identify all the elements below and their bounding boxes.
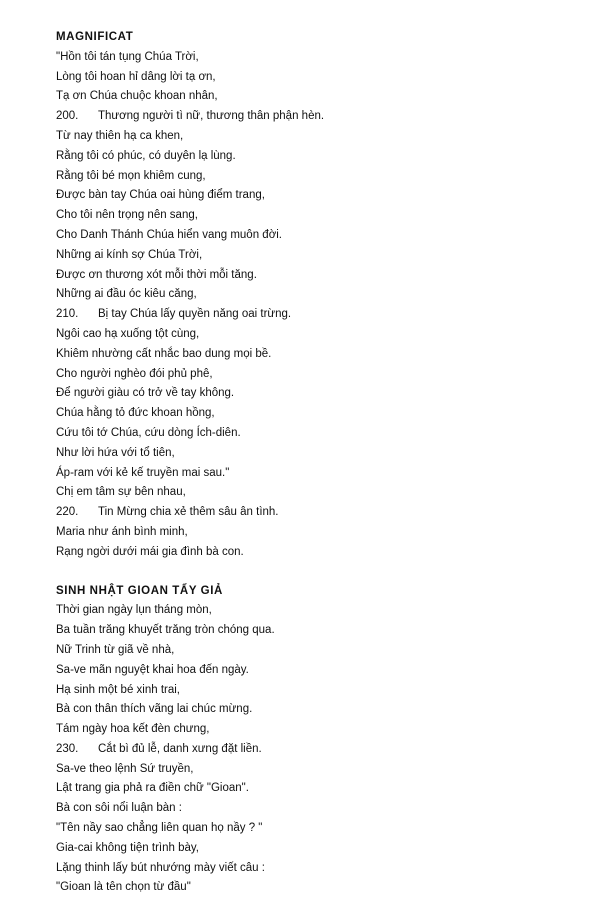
verse-text: Thương người tì nữ, thương thân phận hèn. bbox=[98, 110, 325, 123]
verse-line bbox=[56, 325, 576, 345]
verse-text: "Hồn tôi tán tụng Chúa Trời, bbox=[56, 50, 199, 63]
verse-text: Bị tay Chúa lấy quyền năng oai trừng. bbox=[98, 308, 292, 321]
verse-text: Khiêm nhường cất nhắc bao dung mọi bề. bbox=[56, 347, 272, 360]
verse-line bbox=[56, 464, 576, 484]
verse-line bbox=[56, 641, 576, 661]
verse-text: Lật trang gia phả ra điền chữ "Gioan". bbox=[56, 782, 249, 795]
verse-line bbox=[56, 107, 576, 127]
verse-line bbox=[56, 305, 576, 325]
verse-text: Maria như ánh bình minh, bbox=[56, 525, 188, 538]
poem-section bbox=[56, 28, 576, 563]
verse-line bbox=[56, 621, 576, 641]
verse-line bbox=[56, 819, 576, 839]
verse-line bbox=[56, 266, 576, 286]
verse-text: Được ơn thương xót mỗi thời mỗi tăng. bbox=[56, 268, 257, 281]
verse-text: Ngôi cao hạ xuống tột cùng, bbox=[56, 327, 200, 340]
verse-text: Thời gian ngày lụn tháng mòn, bbox=[56, 604, 212, 617]
verse-text: Bà con thân thích vãng lai chúc mừng. bbox=[56, 703, 253, 716]
verse-text: "Tên nầy sao chẳng liên quan họ nầy ? " bbox=[56, 822, 263, 835]
section-title: MAGNIFICAT bbox=[56, 31, 134, 43]
verse-line bbox=[56, 661, 576, 681]
verse-line bbox=[56, 799, 576, 819]
verse-text: Ba tuần trăng khuyết trăng tròn chóng qua. bbox=[56, 624, 275, 637]
verse-line bbox=[56, 226, 576, 246]
verse-text: Được bàn tay Chúa oai hùng điểm trang, bbox=[56, 189, 265, 202]
verse-line bbox=[56, 365, 576, 385]
verse-text: Để người giàu có trở về tay không. bbox=[56, 387, 235, 400]
verse-line bbox=[56, 384, 576, 404]
verse-text: Áp-ram với kẻ kế truyền mai sau." bbox=[56, 466, 230, 479]
verse-text: Lặng thinh lấy bút nhướng mày viết câu : bbox=[56, 861, 265, 874]
verse-line bbox=[56, 206, 576, 226]
verse-line bbox=[56, 345, 576, 365]
verse-line bbox=[56, 859, 576, 879]
verse-text: Bà con sôi nổi luận bàn : bbox=[56, 802, 182, 815]
verse-text: Sa-ve theo lệnh Sứ truyền, bbox=[56, 762, 194, 775]
verse-line bbox=[56, 285, 576, 305]
verse-text: Rằng tôi có phúc, có duyên lạ lùng. bbox=[56, 149, 236, 162]
line-number: 220. bbox=[56, 506, 79, 519]
verse-text: Tạ ơn Chúa chuộc khoan nhân, bbox=[56, 90, 218, 103]
verse-line bbox=[56, 147, 576, 167]
line-number: 210. bbox=[56, 308, 79, 321]
verse-line bbox=[56, 404, 576, 424]
verse-line bbox=[56, 740, 576, 760]
document-page bbox=[56, 28, 576, 898]
verse-text: Nữ Trinh từ giã về nhà, bbox=[56, 643, 175, 656]
verse-line bbox=[56, 503, 576, 523]
verse-line bbox=[56, 87, 576, 107]
verse-text: Hạ sinh một bé xinh trai, bbox=[56, 683, 181, 696]
verse-line bbox=[56, 700, 576, 720]
verse-text: Chị em tâm sự bên nhau, bbox=[56, 486, 186, 499]
verse-line bbox=[56, 681, 576, 701]
verse-line bbox=[56, 601, 576, 621]
verse-line bbox=[56, 523, 576, 543]
verse-text: Cắt bì đủ lễ, danh xưng đặt liền. bbox=[98, 742, 262, 755]
verse-line bbox=[56, 68, 576, 88]
verse-line bbox=[56, 760, 576, 780]
verse-line bbox=[56, 186, 576, 206]
verse-line bbox=[56, 424, 576, 444]
verse-line bbox=[56, 779, 576, 799]
verse-line bbox=[56, 444, 576, 464]
verse-text: Rạng ngời dưới mái gia đình bà con. bbox=[56, 545, 244, 558]
poem-section bbox=[56, 582, 576, 899]
verse-text: Lòng tôi hoan hỉ dâng lời tạ ơn, bbox=[56, 70, 216, 83]
verse-text: Sa-ve mãn nguyệt khai hoa đến ngày. bbox=[56, 663, 249, 676]
line-number: 200. bbox=[56, 110, 79, 123]
verse-line bbox=[56, 543, 576, 563]
verse-text: Gia-cai không tiện trình bày, bbox=[56, 841, 199, 854]
verse-line bbox=[56, 839, 576, 859]
verse-text: Những ai kính sợ Chúa Trời, bbox=[56, 248, 203, 261]
verse-text: Chúa hằng tỏ đức khoan hồng, bbox=[56, 407, 215, 420]
verse-text: Từ nay thiên hạ ca khen, bbox=[56, 129, 184, 142]
verse-text: Cho tôi nên trọng nên sang, bbox=[56, 209, 198, 222]
verse-line bbox=[56, 720, 576, 740]
verse-text: Tin Mừng chia xẻ thêm sâu ân tình. bbox=[98, 506, 279, 519]
verse-text: Tám ngày hoa kết đèn chưng, bbox=[56, 723, 210, 736]
verse-line bbox=[56, 48, 576, 68]
verse-line bbox=[56, 246, 576, 266]
verse-line bbox=[56, 483, 576, 503]
verse-text: Cứu tôi tớ Chúa, cứu dòng Ích-diên. bbox=[56, 426, 241, 439]
verse-text: Rằng tôi bé mọn khiêm cung, bbox=[56, 169, 206, 182]
verse-line bbox=[56, 167, 576, 187]
verse-line bbox=[56, 878, 576, 898]
section-title: SINH NHẬT GIOAN TẨY GIẢ bbox=[56, 584, 223, 597]
verse-text: Cho người nghèo đói phủ phê, bbox=[56, 367, 213, 380]
verse-text: "Gioan là tên chọn từ đầu" bbox=[56, 881, 191, 894]
verse-line bbox=[56, 127, 576, 147]
verse-text: Những ai đầu óc kiêu căng, bbox=[56, 288, 197, 301]
verse-text: Cho Danh Thánh Chúa hiển vang muôn đời. bbox=[56, 228, 282, 241]
line-number: 230. bbox=[56, 742, 79, 755]
verse-text: Như lời hứa với tổ tiên, bbox=[56, 446, 175, 459]
